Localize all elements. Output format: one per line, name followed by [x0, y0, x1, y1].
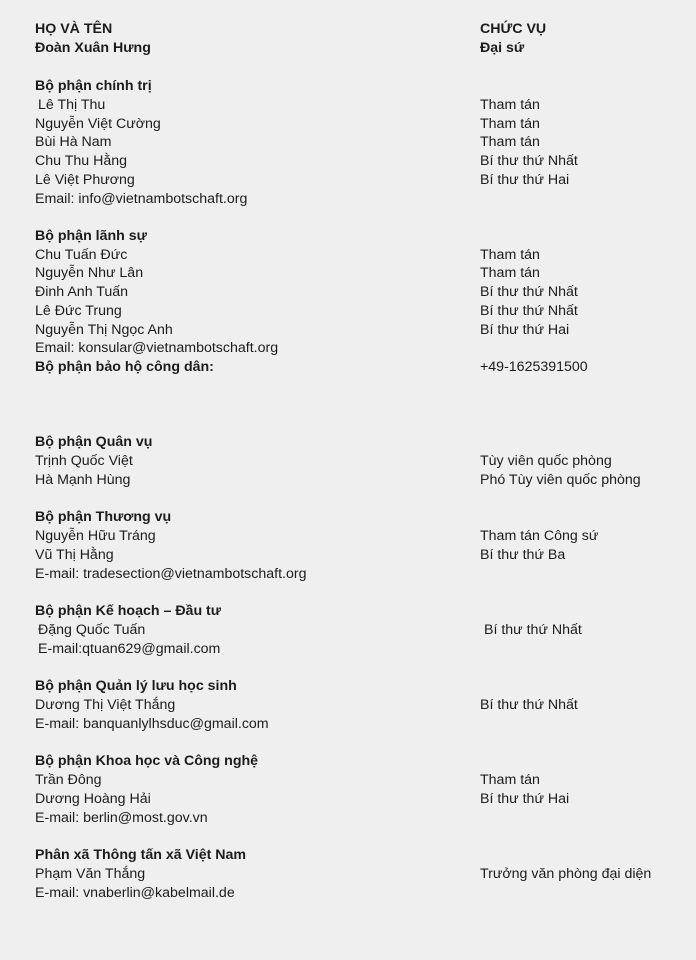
staff-row	[0, 152, 696, 171]
section-heading	[0, 752, 696, 771]
staff-name: Lê Đức Trung	[35, 303, 122, 319]
staff-row	[0, 171, 696, 190]
section-heading-planning-investment: Bộ phận Kế hoạch – Đầu tư	[35, 603, 222, 619]
staff-row	[0, 302, 696, 321]
staff-name: Đinh Anh Tuấn	[35, 284, 129, 300]
staff-title: Bí thư thứ Ba	[480, 547, 566, 563]
staff-name: Đặng Quốc Tuấn	[38, 622, 146, 638]
staff-name: Dương Hoàng Hải	[35, 791, 151, 807]
staff-row	[0, 115, 696, 134]
section-heading-citizen-protection: Bộ phận bảo hộ công dân:	[35, 359, 214, 375]
staff-name: Chu Thu Hằng	[35, 153, 128, 169]
citizen-protection-phone: +49-1625391500	[480, 359, 588, 375]
ambassador-row	[0, 39, 696, 58]
staff-row	[0, 621, 696, 640]
staff-title: Bí thư thứ Hai	[480, 172, 570, 188]
staff-name: Nguyễn Thị Ngọc Anh	[35, 322, 173, 338]
email-row	[0, 190, 696, 209]
staff-row	[0, 283, 696, 302]
section-heading-news-agency: Phân xã Thông tấn xã Việt Nam	[35, 847, 247, 863]
staff-row	[0, 771, 696, 790]
staff-row	[0, 452, 696, 471]
staff-name: Dương Thị Việt Thắng	[35, 697, 176, 713]
staff-name: Vũ Thị Hằng	[35, 547, 114, 563]
staff-row	[0, 133, 696, 152]
staff-name: Nguyễn Như Lân	[35, 265, 144, 281]
staff-name: Chu Tuấn Đức	[35, 247, 128, 263]
email-row	[0, 640, 696, 659]
staff-title: Tham tán	[480, 134, 540, 150]
staff-title: Bí thư thứ Hai	[480, 791, 570, 807]
section-heading-science-technology: Bộ phận Khoa học và Công nghệ	[35, 753, 259, 769]
staff-name: Hà Mạnh Hùng	[35, 472, 131, 488]
section-heading	[0, 433, 696, 452]
section-email: E-mail: vnaberlin@kabelmail.de	[35, 885, 235, 901]
section-heading-political: Bộ phận chính trị	[35, 78, 152, 94]
column-header-row	[0, 20, 696, 39]
section-heading-military: Bộ phận Quân vụ	[35, 434, 153, 450]
staff-row	[0, 471, 696, 490]
staff-row	[0, 790, 696, 809]
section-heading-consular: Bộ phận lãnh sự	[35, 228, 147, 244]
staff-row	[0, 696, 696, 715]
staff-name: Trần Đông	[35, 772, 102, 788]
email-row	[0, 565, 696, 584]
citizen-protection-row	[0, 358, 696, 377]
staff-title: Tham tán Công sứ	[480, 528, 599, 544]
ambassador-name: Đoàn Xuân Hưng	[35, 40, 151, 56]
staff-name: Lê Việt Phương	[35, 172, 135, 188]
staff-row	[0, 321, 696, 340]
staff-title: Bí thư thứ Hai	[480, 322, 570, 338]
section-heading	[0, 846, 696, 865]
staff-title: Bí thư thứ Nhất	[480, 153, 578, 169]
name-column-header: HỌ VÀ TÊN	[35, 21, 113, 37]
staff-title: Bí thư thứ Nhất	[480, 303, 578, 319]
section-email: E-mail: berlin@most.gov.vn	[35, 810, 208, 826]
staff-name: Lê Thị Thu	[38, 97, 106, 113]
staff-title: Tham tán	[480, 265, 540, 281]
staff-title: Trưởng văn phòng đại diện	[480, 866, 652, 882]
staff-name: Trịnh Quốc Việt	[35, 453, 133, 469]
staff-row	[0, 246, 696, 265]
email-row	[0, 809, 696, 828]
staff-title: Phó Tùy viên quốc phòng	[480, 472, 641, 488]
section-email: E-mail:qtuan629@gmail.com	[38, 641, 221, 657]
staff-row	[0, 96, 696, 115]
staff-row	[0, 546, 696, 565]
staff-row	[0, 527, 696, 546]
section-heading	[0, 602, 696, 621]
staff-row	[0, 264, 696, 283]
section-heading	[0, 508, 696, 527]
staff-title: Tham tán	[480, 247, 540, 263]
staff-name: Bùi Hà Nam	[35, 134, 112, 150]
email-row	[0, 715, 696, 734]
staff-title: Bí thư thứ Nhất	[480, 284, 578, 300]
section-heading-trade: Bộ phận Thương vụ	[35, 509, 172, 525]
staff-title: Tùy viên quốc phòng	[480, 453, 612, 469]
section-heading	[0, 77, 696, 96]
staff-title: Bí thư thứ Nhất	[484, 622, 582, 638]
section-email: E-mail: banquanlylhsduc@gmail.com	[35, 716, 269, 732]
title-column-header: CHỨC VỤ	[480, 21, 547, 37]
section-email: E-mail: tradesection@vietnambotschaft.org	[35, 566, 307, 582]
email-row	[0, 884, 696, 903]
staff-name: Nguyễn Việt Cường	[35, 116, 161, 132]
section-heading	[0, 677, 696, 696]
section-heading-student-management: Bộ phận Quản lý lưu học sinh	[35, 678, 237, 694]
staff-name: Nguyễn Hữu Tráng	[35, 528, 156, 544]
section-heading	[0, 227, 696, 246]
email-row	[0, 339, 696, 358]
staff-title: Bí thư thứ Nhất	[480, 697, 578, 713]
section-email: Email: konsular@vietnambotschaft.org	[35, 340, 279, 356]
section-email: Email: info@vietnambotschaft.org	[35, 191, 248, 207]
staff-row	[0, 865, 696, 884]
staff-title: Tham tán	[480, 97, 540, 113]
staff-title: Tham tán	[480, 772, 540, 788]
staff-name: Phạm Văn Thắng	[35, 866, 146, 882]
staff-title: Tham tán	[480, 116, 540, 132]
ambassador-title: Đại sứ	[480, 40, 525, 56]
